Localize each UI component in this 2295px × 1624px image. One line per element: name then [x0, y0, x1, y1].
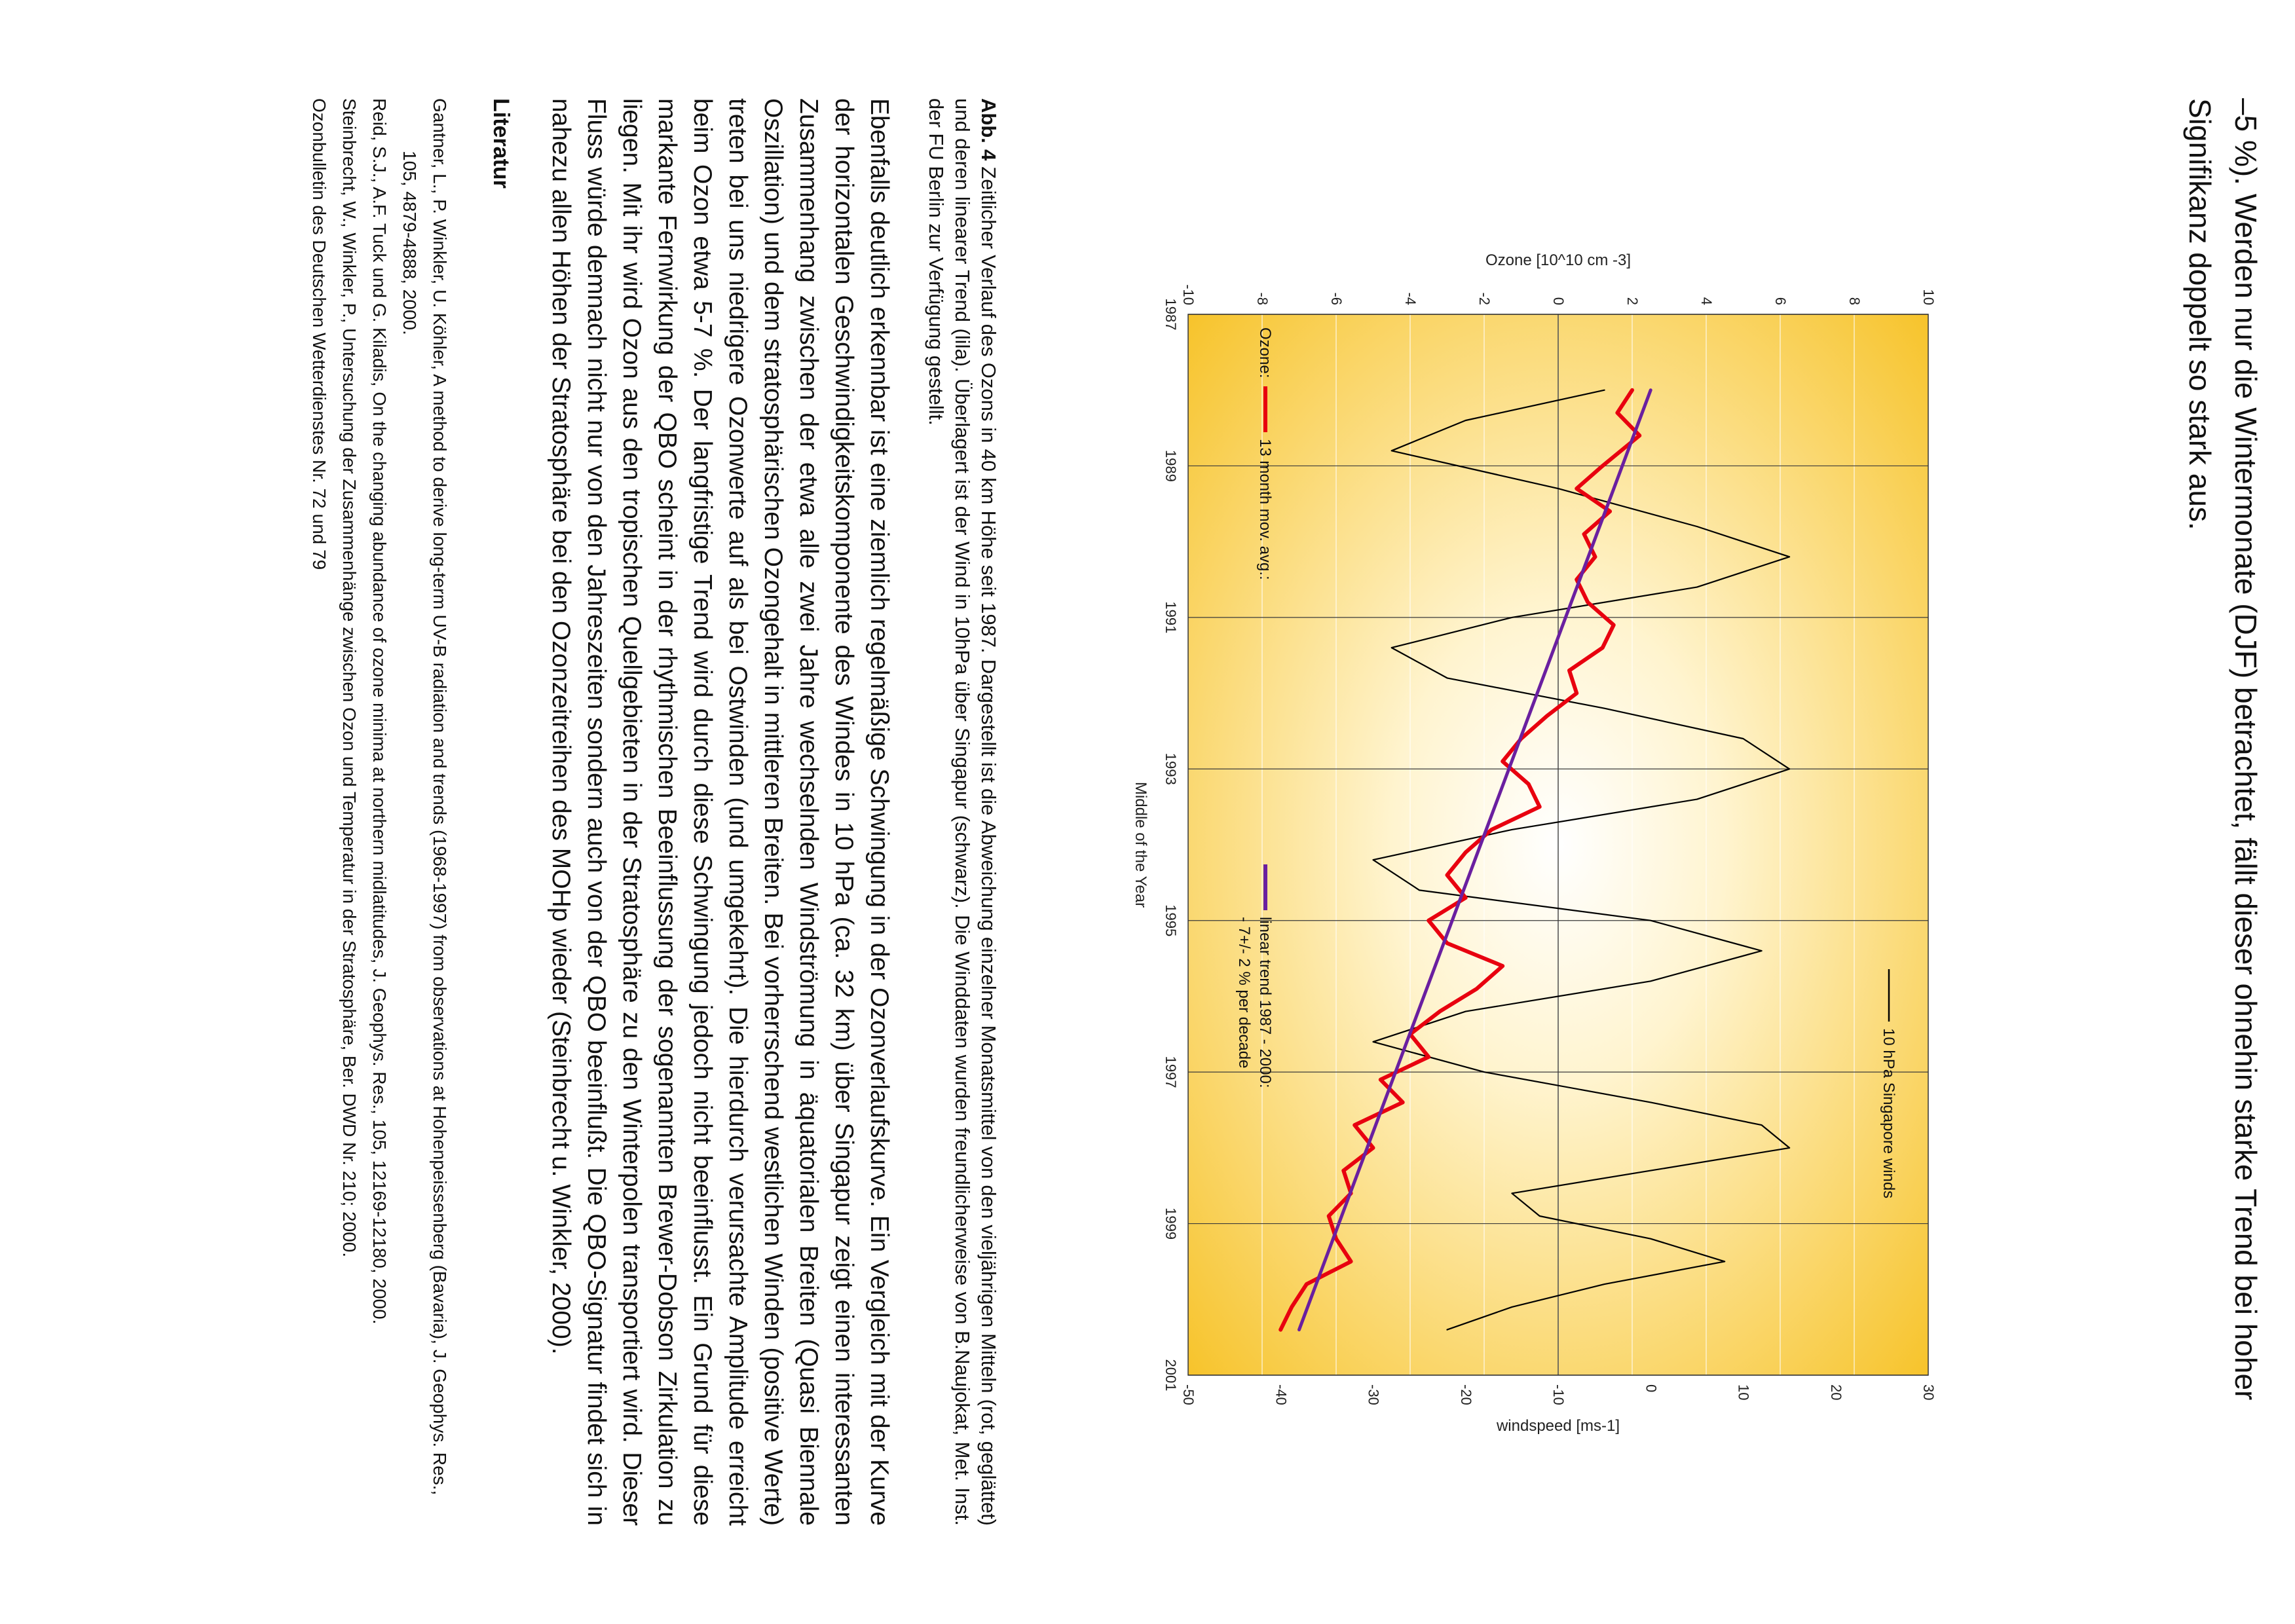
y-tick-label: 6	[1772, 297, 1789, 305]
y2-tick-label: 30	[1920, 1384, 1937, 1401]
x-tick-label: 1997	[1163, 1056, 1179, 1088]
y2-tick-label: -20	[1457, 1384, 1474, 1405]
ozone-chart	[1037, 196, 1987, 1506]
reference-item: Ozonbulletin des Deutschen Wetterdienstes Nr. 72 und 79	[309, 98, 329, 570]
y-axis-title: Ozone [10^10 cm -3]	[1485, 251, 1632, 269]
reference-item: Steinbrecht, W., Winkler, P., Untersuchung der Zusammenhänge zwischen Ozon und Temperatur in der Stratosphäre, Ber. DWD Nr. 210; 2000.	[339, 98, 360, 1258]
x-tick-label: 1995	[1163, 904, 1179, 937]
y-tick-label: 8	[1846, 297, 1863, 305]
body-paragraph: Ebenfalls deutlich erkennbar ist eine ziemlich regelmäßige Schwingung in der Ozonverlaufskurve. Ein Vergleich mit der Kurve der horizontalen Geschwindigkeitskomponente des Windes in 10 hPa (ca. 32 km) über Singapur zeigt einen interessanten Zusammenhang zwischen der etwa alle zwei Jahre wechselnden Windströmung in äquatorialen Breiten (Quasi Biennale Oszillation) und dem stratosphärischen Ozongehalt in mittleren Breiten. Bei vorherrschend westlichen Winden (positive Werte) treten bei uns niedrigere Ozonwerte auf als bei Ostwinden (und umgekehrt). Die hierdurch verursachte Amplitude erreicht beim Ozon etwa 5-7 %. Der langfristige Trend wird durch diese Schwingung jedoch nicht beeinflusst. Ein Grund für diese markante Fernwirkung der QBO scheint in der rhythmischen Beeinflussung der sogenannten Brewer-Dobson Zirkulation zu liegen. Mit ihr wird Ozon aus den tropischen Quellgebieten in der Stratosphäre zu den Winterpolen transportiert wird. Dieser Fluss würde demnach nicht nur von den Jahreszeiten sondern auch von der QBO beeinflußt. Die QBO-Signatur findet sich in nahezu allen Höhen der Stratosphäre bei den Ozonzeitreihen des MOHp wieder (Steinbrecht u. Winkler, 2000).	[547, 98, 893, 1526]
legend-trend-label: linear trend 1987 - 2000:	[1256, 917, 1274, 1088]
legend-wind-label: 10 hPa Singapore winds	[1880, 1028, 1897, 1199]
y2-tick-label: -30	[1365, 1384, 1382, 1405]
y-tick-label: -4	[1402, 292, 1419, 305]
reference-item: Gantner, L., P. Winkler, U. Köhler, A method to derive long-term UV-B radiation and trends (1968-1997) from observations at Hohenpeissenberg (Bavaria), J. Geophys. Res., 105, 4879-4888, 2000.	[400, 98, 450, 1496]
y2-tick-label: -40	[1273, 1384, 1290, 1405]
y-tick-label: -8	[1254, 292, 1271, 305]
y-tick-label: -6	[1328, 292, 1345, 305]
y-tick-label: 0	[1550, 297, 1567, 305]
legend-mov-avg-label: 13 month mov. avg.:	[1256, 439, 1274, 580]
figure-caption-text: Zeitlicher Verlauf des Ozons in 40 km Höhe seit 1987. Dargestellt ist die Abweichung einzelner Monatsmittel von den vieljährigen Mitteln (rot, geglättet) und deren linearer Trend (lila). Überlagert ist der Wind in 10hPa über Singapur (schwarz). Die Winddaten wurden freundlicherweise von B.Naujokat, Met. Inst. der FU Berlin zur Verfügung gestellt.	[925, 98, 1000, 1526]
y-tick-label: -10	[1180, 284, 1197, 305]
reference-item: Reid, S.J., A.F. Tuck und G. Kiladis, On the changing abundance of ozone minima at northern midlatitudes, J. Geophys. Res., 105, 12169-12180, 2000.	[369, 98, 390, 1325]
y2-tick-label: -10	[1550, 1384, 1567, 1405]
y-tick-label: 4	[1698, 297, 1715, 305]
x-tick-label: 1999	[1163, 1208, 1179, 1240]
figure-caption	[923, 98, 1001, 1526]
x-tick-label: 2001	[1163, 1359, 1179, 1392]
x-tick-label: 1991	[1163, 601, 1179, 634]
y2-tick-label: 10	[1735, 1384, 1752, 1401]
y2-tick-label: -50	[1180, 1384, 1197, 1405]
legend-ozone-label: Ozone:	[1256, 327, 1274, 378]
literature-heading: Literatur	[489, 98, 513, 189]
y2-tick-label: 20	[1827, 1384, 1844, 1401]
x-tick-label: 1993	[1163, 752, 1179, 785]
x-tick-label: 1989	[1163, 449, 1179, 482]
y2-axis-title: windspeed [ms-1]	[1496, 1417, 1620, 1435]
legend-trend-value: - 7+/- 2 % per decade	[1235, 917, 1253, 1069]
y2-tick-label: 0	[1643, 1384, 1660, 1393]
figure-label: Abb. 4	[977, 98, 1000, 161]
y-tick-label: 2	[1624, 297, 1641, 305]
lead-paragraph: –5 %). Werden nur die Wintermonate (DJF) betrachtet, fällt dieser ohnehin starke Trend bei hoher Signifikanz doppelt so stark aus.	[2183, 98, 2263, 1401]
x-tick-label: 1987	[1163, 298, 1179, 331]
y-tick-label: 10	[1920, 289, 1937, 305]
x-axis-title: Middle of the Year	[1132, 781, 1149, 908]
ozone-wind-figure	[1037, 196, 1987, 1506]
reference-list	[304, 98, 455, 1526]
y-tick-label: -2	[1476, 292, 1493, 305]
